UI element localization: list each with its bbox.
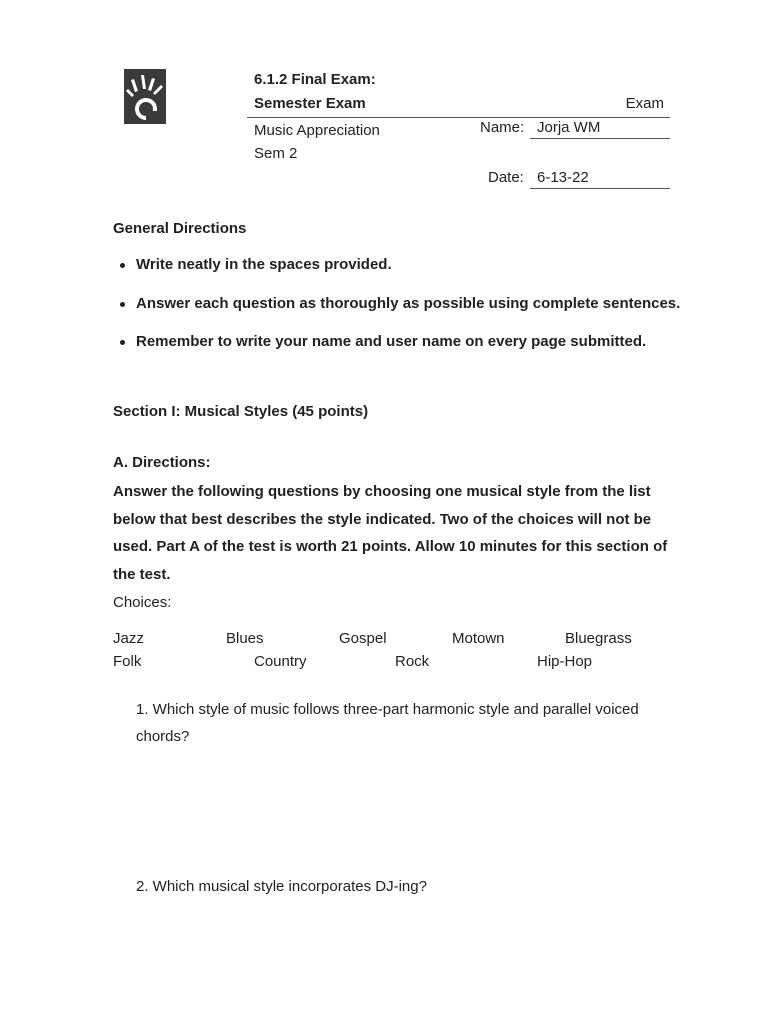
name-field[interactable]: Jorja WM <box>537 119 601 136</box>
list-item <box>118 256 680 295</box>
course-name: Music Appreciation Sem 2 <box>254 122 380 162</box>
bullet-icon <box>120 340 125 345</box>
choice-hip-hop: Hip-Hop <box>537 653 593 670</box>
list-item <box>118 333 680 372</box>
sun-logo-icon <box>124 69 166 124</box>
general-directions-heading: General Directions <box>113 220 247 237</box>
exam-type-label: Exam <box>625 95 664 112</box>
choice-blues: Blues <box>226 630 264 647</box>
general-directions-list <box>118 256 680 372</box>
list-item <box>118 295 680 334</box>
bullet-icon <box>120 263 125 268</box>
exam-title-line1: 6.1.2 Final Exam: <box>254 71 376 88</box>
name-label: Name: <box>480 119 525 136</box>
choice-folk: Folk <box>113 653 142 670</box>
choice-bluegrass: Bluegrass <box>565 630 632 647</box>
date-field[interactable]: 6-13-22 <box>537 169 589 186</box>
choice-motown: Motown <box>452 630 505 647</box>
directions-body: Answer the following questions by choosing one musical style from the list below that best describes the style indicated. Two of the choices will not be used. Part A of the test is worth 21 points. Allow 10 minutes for this section of the test. <box>113 483 668 583</box>
choice-jazz: Jazz <box>113 630 144 647</box>
choice-country: Country <box>254 653 307 670</box>
section-heading: Section I: Musical Styles (45 points) <box>113 403 369 420</box>
bullet-icon <box>120 302 125 307</box>
choice-rock: Rock <box>395 653 430 670</box>
date-label: Date: <box>488 169 524 186</box>
choice-gospel: Gospel <box>339 630 387 647</box>
list-item-text: Remember to write your name and user name on every page submitted. <box>136 333 647 350</box>
name-underline <box>530 138 670 139</box>
choices-label: Choices: <box>113 594 172 611</box>
list-item-text: Write neatly in the spaces provided. <box>136 256 392 273</box>
date-underline <box>530 188 670 189</box>
list-item-text: Answer each question as thoroughly as possible using complete sentences. <box>136 294 681 312</box>
school-logo <box>124 69 166 124</box>
header-divider <box>247 117 670 118</box>
directions-heading: A. Directions: <box>113 454 211 471</box>
question-1: 1. Which style of music follows three-part harmonic style and parallel voiced chords? <box>136 701 639 745</box>
exam-title-line2: Semester Exam <box>254 95 366 112</box>
question-2: 2. Which musical style incorporates DJ-ing? <box>136 878 427 895</box>
